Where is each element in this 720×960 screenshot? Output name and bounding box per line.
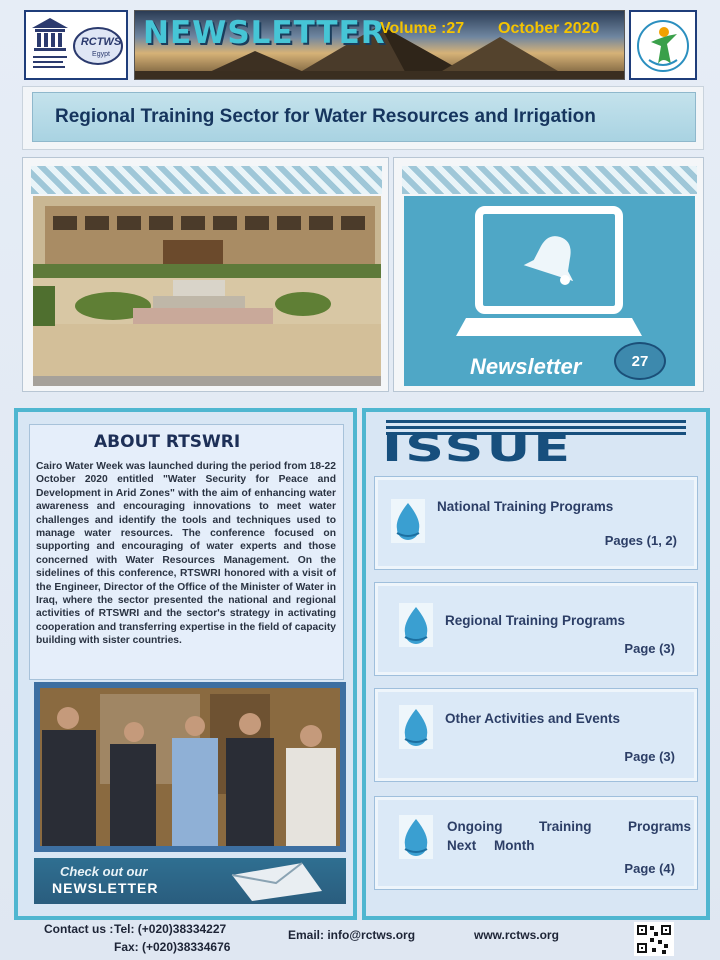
newsletter-banner [134,10,625,80]
rtswri-building-photo [33,196,381,386]
unesco-rctws-logo [24,10,128,80]
newsletter-graphic [404,196,695,386]
issue-item-pages: Page (3) [624,749,675,764]
check-out-newsletter-button[interactable] [34,858,346,904]
issue-date: October 2020 [498,20,600,37]
water-drop-icon [399,705,433,749]
newsletter-graphic-label: Newsletter [470,354,582,379]
issue-item-pages: Page (3) [624,641,675,656]
rctws-logo-sub: Egypt [92,51,110,58]
sector-title: Regional Training Sector for Water Resources and Irrigation [32,92,696,142]
contact-email[interactable]: Email: info@rctws.org [288,928,416,942]
about-body: Cairo Water Week was launched during the period from 18-22 October 2020 entitled "Water Security for Peace and Development in Arid Zones" with the aim of enhancing water awareness and encouraging innovations to meet water challenges and identify the tools and techniques used to manage water resources. The conference focused on supporting and encouraging of water experts and those concerned with Water Resources Management. On the sidelines of this conference, RTSWRI honored with a visit of the Engineer, Director of the Office of the Minister of Water in Iraq, where the sector presented the national and regional activities of RTSWRI and the sector's strategy in activating cooperation and transferring expertise in the field of capacity building with sister countries. [36,461,336,647]
issue-item-national[interactable] [374,476,698,570]
banner-title: NEWSLETTER [143,15,386,51]
decorative-border [31,166,382,194]
issue-item-pages: Page (4) [624,861,675,876]
issue-item-title: National Training Programs [437,499,614,514]
water-drop-icon [399,603,433,647]
building-photo-frame [22,157,389,392]
volume-label: Volume :27 [380,20,465,37]
rctws-logo-label: RCTWS [80,36,122,48]
about-heading: ABOUT RTSWRI [94,432,241,452]
newsletter-graphic-frame [393,157,704,392]
contact-fax: Fax: (+020)38334676 [114,940,231,954]
issue-item-title: Regional Training Programs [445,613,626,628]
in-this-issue-panel [362,408,710,920]
person-water-drop-icon [631,12,695,78]
about-panel [14,408,357,920]
cta-line1: Check out our [60,864,148,879]
meeting-group-photo [40,688,340,846]
water-drop-icon [391,499,425,543]
issue-item-regional[interactable] [374,582,698,676]
envelope-icon [226,861,336,901]
issue-item-title: Ongoing Training Programs Next Month [447,819,691,853]
issue-item-other-activities[interactable] [374,688,698,782]
meeting-photo-frame [34,682,346,852]
water-drop-icon [399,815,433,859]
issue-item-ongoing[interactable] [374,796,698,890]
contact-label: Contact us : [44,922,114,936]
qr-code-icon[interactable] [634,922,674,956]
about-text-box [29,424,344,680]
decorative-border [402,166,697,194]
issue-number-badge: 27 [614,342,666,380]
issue-heading: ISSUE [382,426,574,471]
issue-item-pages: Pages (1, 2) [604,533,677,548]
issue-item-title: Other Activities and Events [445,711,621,726]
website-link[interactable]: www.rctws.org [474,928,559,942]
rtswri-logo [629,10,697,80]
contact-tel: Tel: (+020)38334227 [114,922,227,936]
cta-line2: NEWSLETTER [52,880,159,896]
